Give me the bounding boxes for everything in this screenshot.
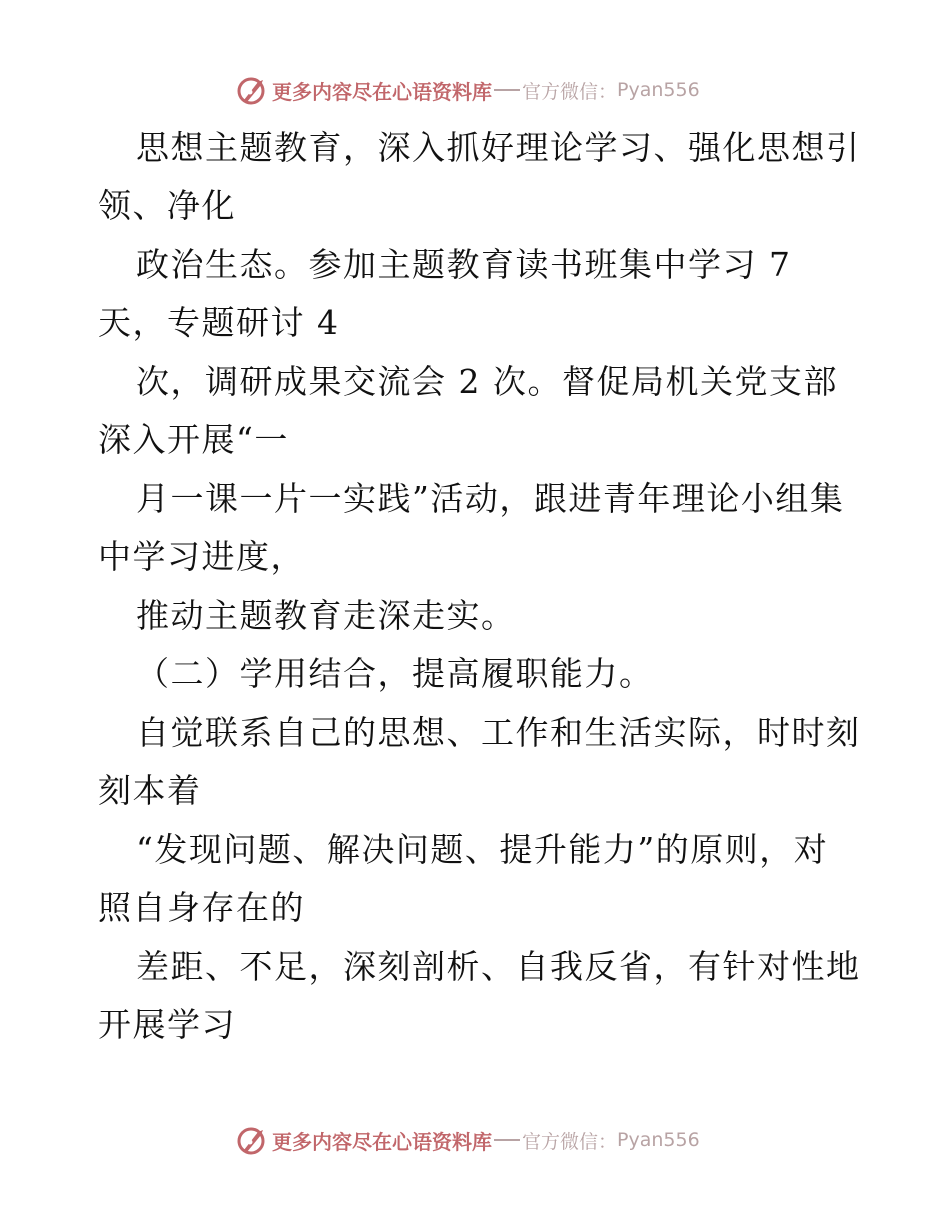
- text-line: 思想主题教育，深入抓好理论学习、强化思想引: [136, 128, 861, 167]
- text-line: 照自身存在的: [98, 888, 305, 927]
- watermark-wechat-id: Pyan556: [617, 1129, 700, 1151]
- text-line: 差距、不足，深刻剖析、自我反省，有针对性地: [136, 947, 861, 986]
- text-line: 刻本着: [98, 771, 202, 810]
- watermark-official-label: 官方微信：: [522, 80, 618, 103]
- text-line: 次，调研成果交流会 2 次。督促局机关党支部: [136, 362, 838, 401]
- watermark-dash: [494, 1139, 520, 1141]
- text-line: 政治生态。参加主题教育读书班集中学习 7: [136, 245, 792, 284]
- text-line: 深入开展“一: [98, 420, 289, 459]
- footer-watermark: [236, 1122, 700, 1158]
- text-line: 月一课一片一实践”活动，跟进青年理论小组集: [136, 479, 845, 518]
- section-heading: （二）学用结合，提高履职能力。: [136, 654, 654, 693]
- watermark-wechat-id: Pyan556: [617, 79, 700, 101]
- text-line: 中学习进度，: [98, 537, 305, 576]
- text-line: 领、净化: [98, 186, 236, 225]
- text-line: 推动主题教育走深走实。: [136, 596, 516, 635]
- text-line: 开展学习: [98, 1005, 236, 1044]
- text-line: 天，专题研讨 4: [98, 303, 340, 342]
- watermark-main-text: 更多内容尽在心语资料库: [272, 1129, 492, 1154]
- text-line: 自觉联系自己的思想、工作和生活实际，时时刻: [136, 713, 861, 752]
- watermark-official-label: 官方微信：: [522, 1130, 618, 1153]
- watermark-main-text: 更多内容尽在心语资料库: [272, 79, 492, 104]
- text-line: “发现问题、解决问题、提升能力”的原则，对: [136, 830, 829, 869]
- pen-logo-icon: [236, 1124, 268, 1156]
